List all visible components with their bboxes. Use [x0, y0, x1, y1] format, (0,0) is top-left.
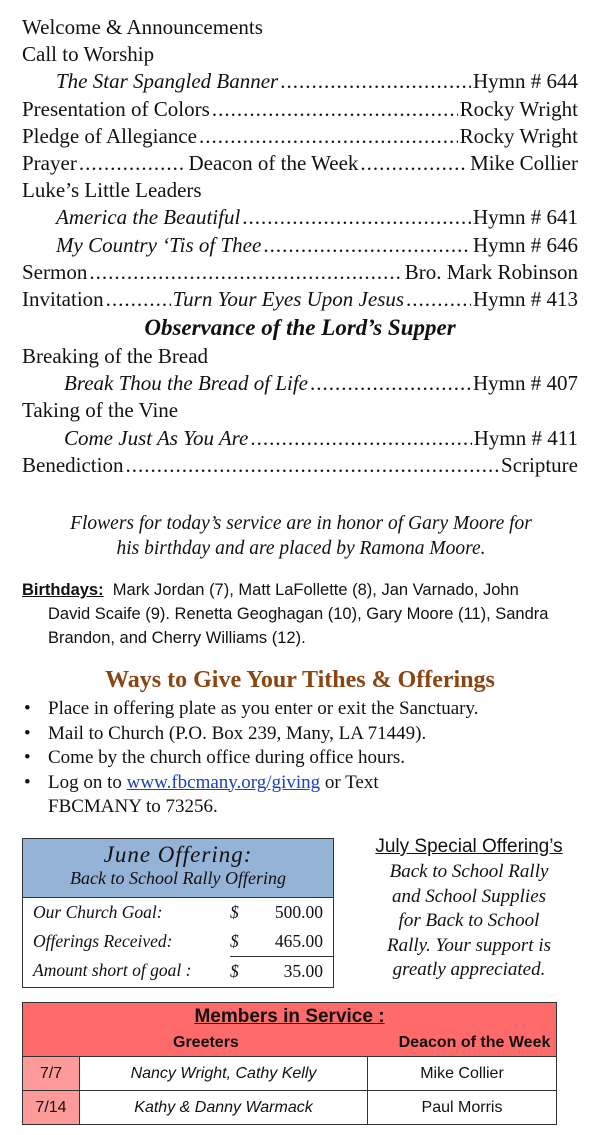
america-title: America the Beautiful [56, 205, 241, 230]
flowers-line1: Flowers for today’s service are in honor of Gary Moore for [70, 513, 532, 534]
invitation-hymn: Hymn # 413 [473, 286, 579, 311]
prayer-middle: Deacon of the Week [188, 150, 359, 175]
call-to-worship-text: Call to Worship [22, 42, 155, 67]
members-header-row [23, 1030, 556, 1057]
leader-dots [263, 232, 471, 259]
my-country-hymn: Hymn # 646 [473, 232, 578, 257]
july-line: greatly appreciated. [392, 959, 546, 980]
sermon-person: Bro. Mark Robinson [404, 259, 578, 284]
sermon-label: Sermon [22, 259, 88, 284]
giving-item [22, 771, 588, 820]
birthdays-line1 [22, 578, 582, 602]
giving-item: • Mail to Church (P.O. Box 239, Many, LA 71449). [22, 722, 588, 747]
little-leaders-text: Luke’s Little Leaders [22, 178, 202, 203]
giving-item4-post: or Text [324, 771, 379, 793]
june-row-label: Amount short of goal : [33, 960, 192, 980]
my-country-line [22, 232, 578, 259]
benediction-line [22, 452, 578, 479]
giving-link[interactable]: www.fbcmany.org/giving [126, 771, 321, 793]
leader-dots [106, 286, 171, 313]
prayer-line [22, 150, 578, 177]
invitation-label: Invitation [22, 286, 104, 311]
june-offering-row [23, 956, 333, 985]
breaking-line [22, 343, 578, 370]
june-offering-row [23, 927, 333, 956]
invitation-line [22, 286, 578, 313]
july-line: and School Supplies [391, 885, 547, 907]
giving-item4-pre: Log on to [48, 771, 122, 793]
leader-dots [89, 259, 402, 286]
june-row-currency: $ [230, 956, 260, 985]
breaking-text: Breaking of the Bread [22, 344, 209, 369]
members-title: Members in Service : [194, 1006, 385, 1027]
welcome-text: Welcome & Announcements [22, 15, 263, 39]
taking-text: Taking of the Vine [22, 398, 179, 423]
star-spangled-title: The Star Spangled Banner [56, 69, 279, 94]
leader-dots [250, 425, 471, 452]
come-just-hymn: Hymn # 411 [473, 425, 578, 450]
birthdays-line2: David Scaife (9). Renetta Geoghagan (10), Gary Moore (11), Sandra [48, 605, 549, 623]
pledge-person: Rocky Wright [459, 123, 578, 148]
presentation-line [22, 96, 578, 123]
row-deacon: Paul Morris [368, 1091, 556, 1124]
col-greeters: Greeters [173, 1034, 239, 1051]
america-hymn: Hymn # 641 [473, 205, 578, 230]
col-deacon: Deacon of the Week [398, 1034, 551, 1051]
leader-dots [79, 150, 187, 177]
leader-dots [310, 370, 471, 397]
june-row-currency: $ [230, 902, 239, 922]
june-row-amount: 465.00 [274, 931, 323, 951]
leader-dots [212, 96, 458, 123]
presentation-person: Rocky Wright [459, 96, 578, 121]
welcome-line [22, 14, 578, 41]
break-thou-line [22, 370, 578, 397]
order-of-service [22, 14, 578, 479]
prayer-person: Mike Collier [470, 150, 578, 175]
june-row-amount: 35.00 [260, 956, 333, 985]
row-greeters: Kathy & Danny Warmack [80, 1091, 368, 1124]
benediction-label: Benediction [22, 452, 124, 477]
table-row [23, 1090, 556, 1124]
flowers-note [14, 511, 588, 561]
lords-supper-heading: Observance of the Lord’s Supper [144, 315, 456, 341]
giving-item4-line2: FBCMANY to 73256. [48, 796, 218, 817]
row-date: 7/14 [23, 1091, 80, 1124]
flowers-line2: his birthday and are placed by Ramona Moore. [116, 538, 486, 559]
break-thou-title: Break Thou the Bread of Life [64, 371, 308, 396]
june-offering-title: June Offering: [103, 842, 253, 867]
june-offering-box [22, 838, 334, 988]
leader-dots [406, 286, 471, 313]
pledge-label: Pledge of Allegiance [22, 123, 197, 148]
row-greeters: Nancy Wright, Cathy Kelly [80, 1057, 368, 1090]
july-offering-title: July Special Offering’s [375, 836, 563, 857]
leader-dots [125, 452, 499, 479]
july-line: Back to School Rally [389, 861, 549, 882]
july-line: Rally. Your support is [386, 934, 551, 956]
table-row [23, 1057, 556, 1090]
birthdays-line3: Brandon, and Cherry Williams (12). [48, 629, 306, 647]
june-offering-header [23, 839, 333, 898]
members-in-service-table [22, 1002, 557, 1125]
birthdays-label: Birthdays: [22, 581, 104, 599]
giving-item: • Place in offering plate as you enter or exit the Sanctuary. [22, 697, 588, 722]
sermon-line [22, 259, 578, 286]
leader-dots [360, 150, 468, 177]
giving-item: • Come by the church office during office hours. [22, 746, 588, 771]
june-offering-row [23, 898, 333, 927]
little-leaders-line [22, 177, 578, 204]
row-deacon: Mike Collier [368, 1057, 556, 1090]
giving-list [22, 697, 588, 820]
july-line: for Back to School [398, 910, 540, 931]
june-row-label: Our Church Goal: [33, 902, 163, 922]
star-spangled-hymn: Hymn # 644 [473, 69, 578, 94]
come-just-title: Come Just As You Are [64, 425, 249, 450]
birthdays-text1: Mark Jordan (7), Matt LaFollette (8), Jan Varnado, John [112, 581, 519, 599]
call-to-worship-line [22, 41, 578, 68]
giving-title: Ways to Give Your Tithes & Offerings [105, 667, 495, 693]
row-date: 7/7 [23, 1057, 80, 1090]
taking-line [22, 397, 578, 424]
leader-dots [199, 123, 458, 150]
june-row-currency: $ [230, 931, 239, 951]
birthdays-section [22, 578, 582, 650]
my-country-title: My Country ‘Tis of Thee [56, 232, 262, 257]
presentation-label: Presentation of Colors [22, 96, 210, 121]
pledge-line [22, 123, 578, 150]
invitation-title: Turn Your Eyes Upon Jesus [172, 286, 405, 311]
come-just-line [22, 425, 578, 452]
july-offering [350, 834, 588, 983]
leader-dots [280, 68, 471, 95]
june-offering-subtitle: Back to School Rally Offering [70, 868, 286, 888]
june-row-amount: 500.00 [274, 902, 323, 922]
america-line [22, 204, 578, 231]
break-thou-hymn: Hymn # 407 [473, 371, 578, 396]
july-offering-body [350, 860, 588, 983]
benediction-value: Scripture [501, 452, 578, 477]
leader-dots [242, 204, 471, 231]
june-row-label: Offerings Received: [33, 931, 173, 951]
star-spangled-line [22, 68, 578, 95]
prayer-label: Prayer [22, 150, 77, 175]
